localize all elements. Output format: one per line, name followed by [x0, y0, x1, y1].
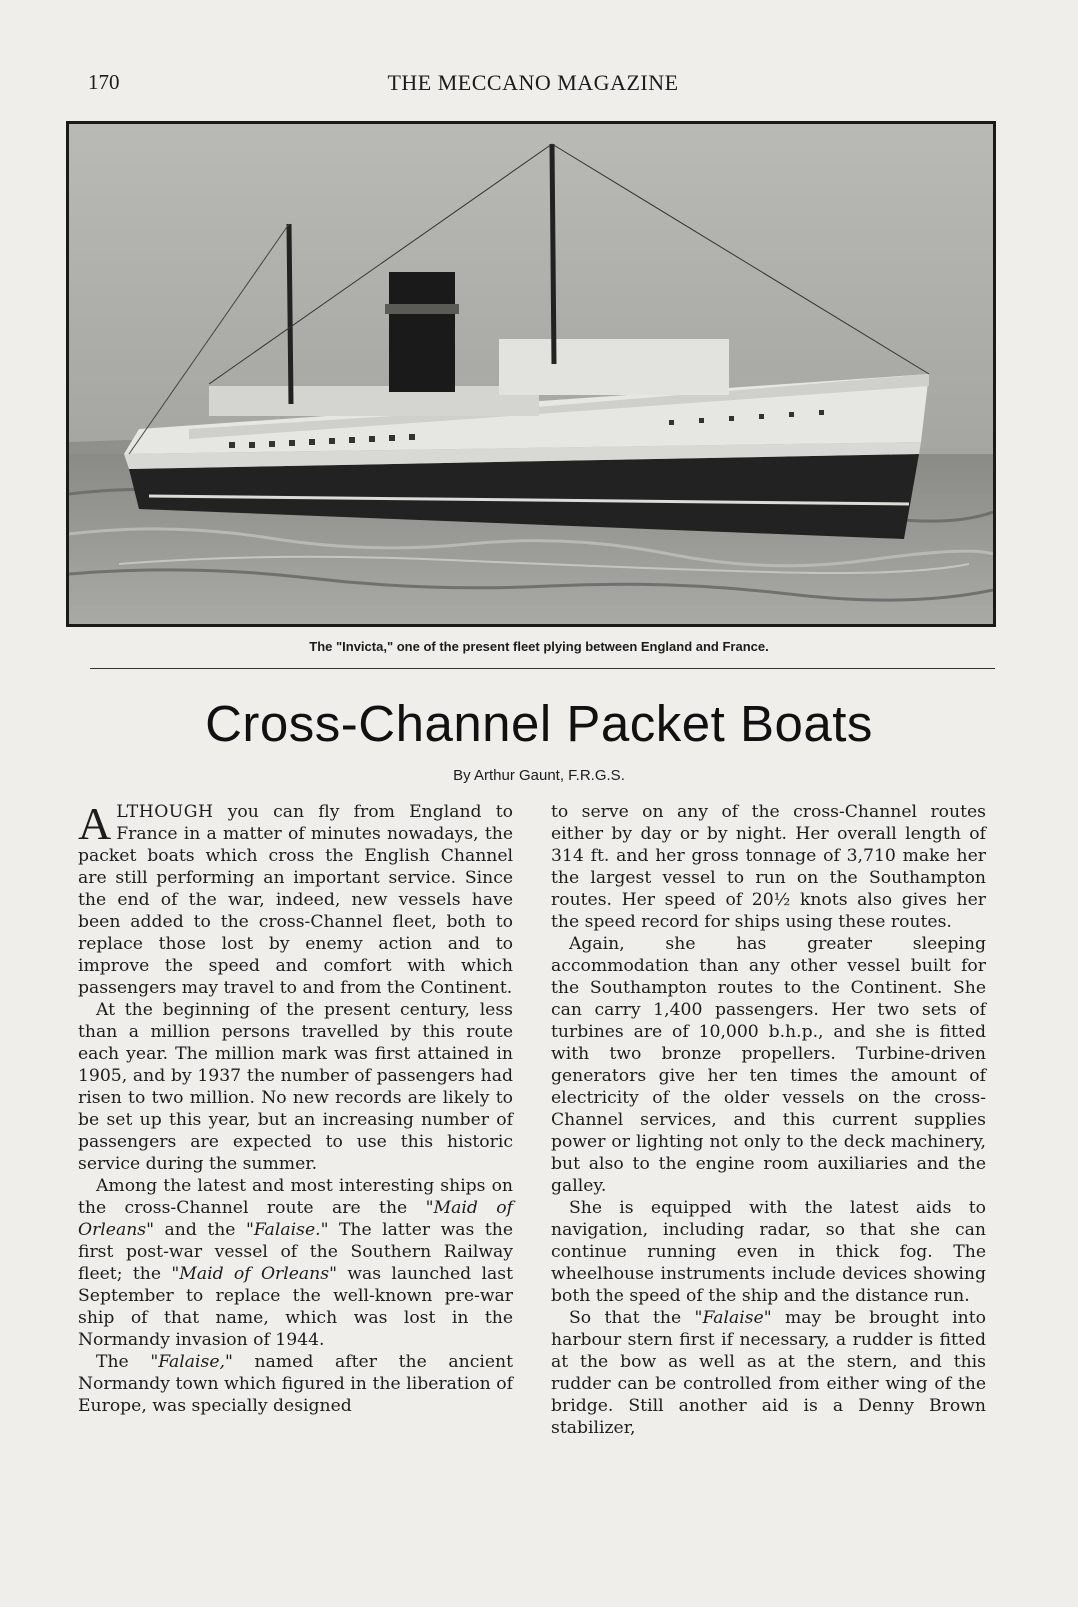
ship-name: "Falaise,": [150, 1352, 233, 1372]
paragraph: [78, 1351, 513, 1417]
ship-name: "Maid of Orleans": [78, 1198, 513, 1240]
ship-photo: [66, 121, 996, 627]
photo-caption: The "Invicta," one of the present fleet plying between England and France.: [309, 639, 769, 654]
paragraph: [78, 1175, 513, 1351]
ship-name: "Falaise": [694, 1308, 772, 1328]
lead-word: LTHOUGH: [116, 802, 214, 822]
article-title: Cross-Channel Packet Boats: [205, 695, 873, 752]
paragraph: At the beginning of the present century, less than a million persons travelled by this route each year. The million mark was first attained in 1905, and by 1937 the number of passengers had risen to two million. No new records are likely to be set up this year, but an increasing number of passengers are expected to use this historic service during the summer.: [78, 1000, 513, 1174]
paragraph: [78, 798, 513, 999]
text-run: The: [96, 1352, 151, 1372]
page-number: 170: [88, 70, 120, 94]
column-left: [78, 798, 514, 1417]
page-header: [88, 70, 978, 100]
paragraph-text: you can fly from England to France in a matter of minutes nowadays, the packet boats which cross the English Channel are still performing an important service. Since the end of the war, indeed, new vessels have been added to the cross-Channel fleet, both to replace those lost by enemy action and to improve the speed and comfort with which passengers may travel to and from the Continent.: [78, 802, 513, 998]
text-run: may be brought into harbour stern first if necessary, a rudder is fitted at the bow as well as at the stern, and this rudder can be controlled from either wing of the bridge. Still another aid is a Denny Brown stabilizer,: [551, 1308, 986, 1438]
text-run: Among the latest and most interesting ships on the cross-Channel route are the: [78, 1176, 513, 1218]
text-run: The latter was the first post-war vessel of the Southern Railway fleet; the: [78, 1220, 514, 1284]
column-right: [551, 801, 986, 1439]
paragraph: [551, 1307, 986, 1439]
ship-name: "Maid of Orleans": [171, 1264, 337, 1284]
paragraph: to serve on any of the cross-Channel routes either by day or by night. Her overall length of 314 ft. and her gross tonnage of 3,710 make her the largest vessel to run on the Southampton routes. Her speed of 20½ knots also gives her the speed record for ships using these routes.: [551, 802, 986, 932]
text-run: So that the: [569, 1308, 695, 1328]
ship-name: "Falaise.": [245, 1220, 329, 1240]
magazine-title: THE MECCANO MAGAZINE: [387, 70, 679, 95]
paragraph: She is equipped with the latest aids to navigation, including radar, so that she can continue running even in thick fog. The wheelhouse instruments include devices showing both the speed of the ship and the distance run.: [551, 1198, 986, 1306]
text-run: named after the ancient Normandy town which figured in the liberation of Europe, was specially designed: [78, 1352, 513, 1416]
divider: [90, 668, 995, 669]
paragraph: Again, she has greater sleeping accommodation than any other vessel built for the Southampton routes to the Continent. She can carry 1,400 passengers. Her two sets of turbines are of 10,000 b.h.p., and she is fitted with two bronze propellers. Turbine-driven generators give her ten times the amount of electricity of the older vessels on the cross-Channel services, and this current supplies power or lighting not only to the deck machinery, but also to the engine room auxiliaries and the galley.: [551, 934, 986, 1196]
text-run: was launched last September to replace the well-known pre-war ship of that name, which was lost in the Normandy invasion of 1944.: [78, 1264, 513, 1350]
text-run: and the: [154, 1220, 246, 1240]
byline: By Arthur Gaunt, F.R.G.S.: [453, 767, 625, 784]
drop-cap: A: [78, 798, 112, 849]
